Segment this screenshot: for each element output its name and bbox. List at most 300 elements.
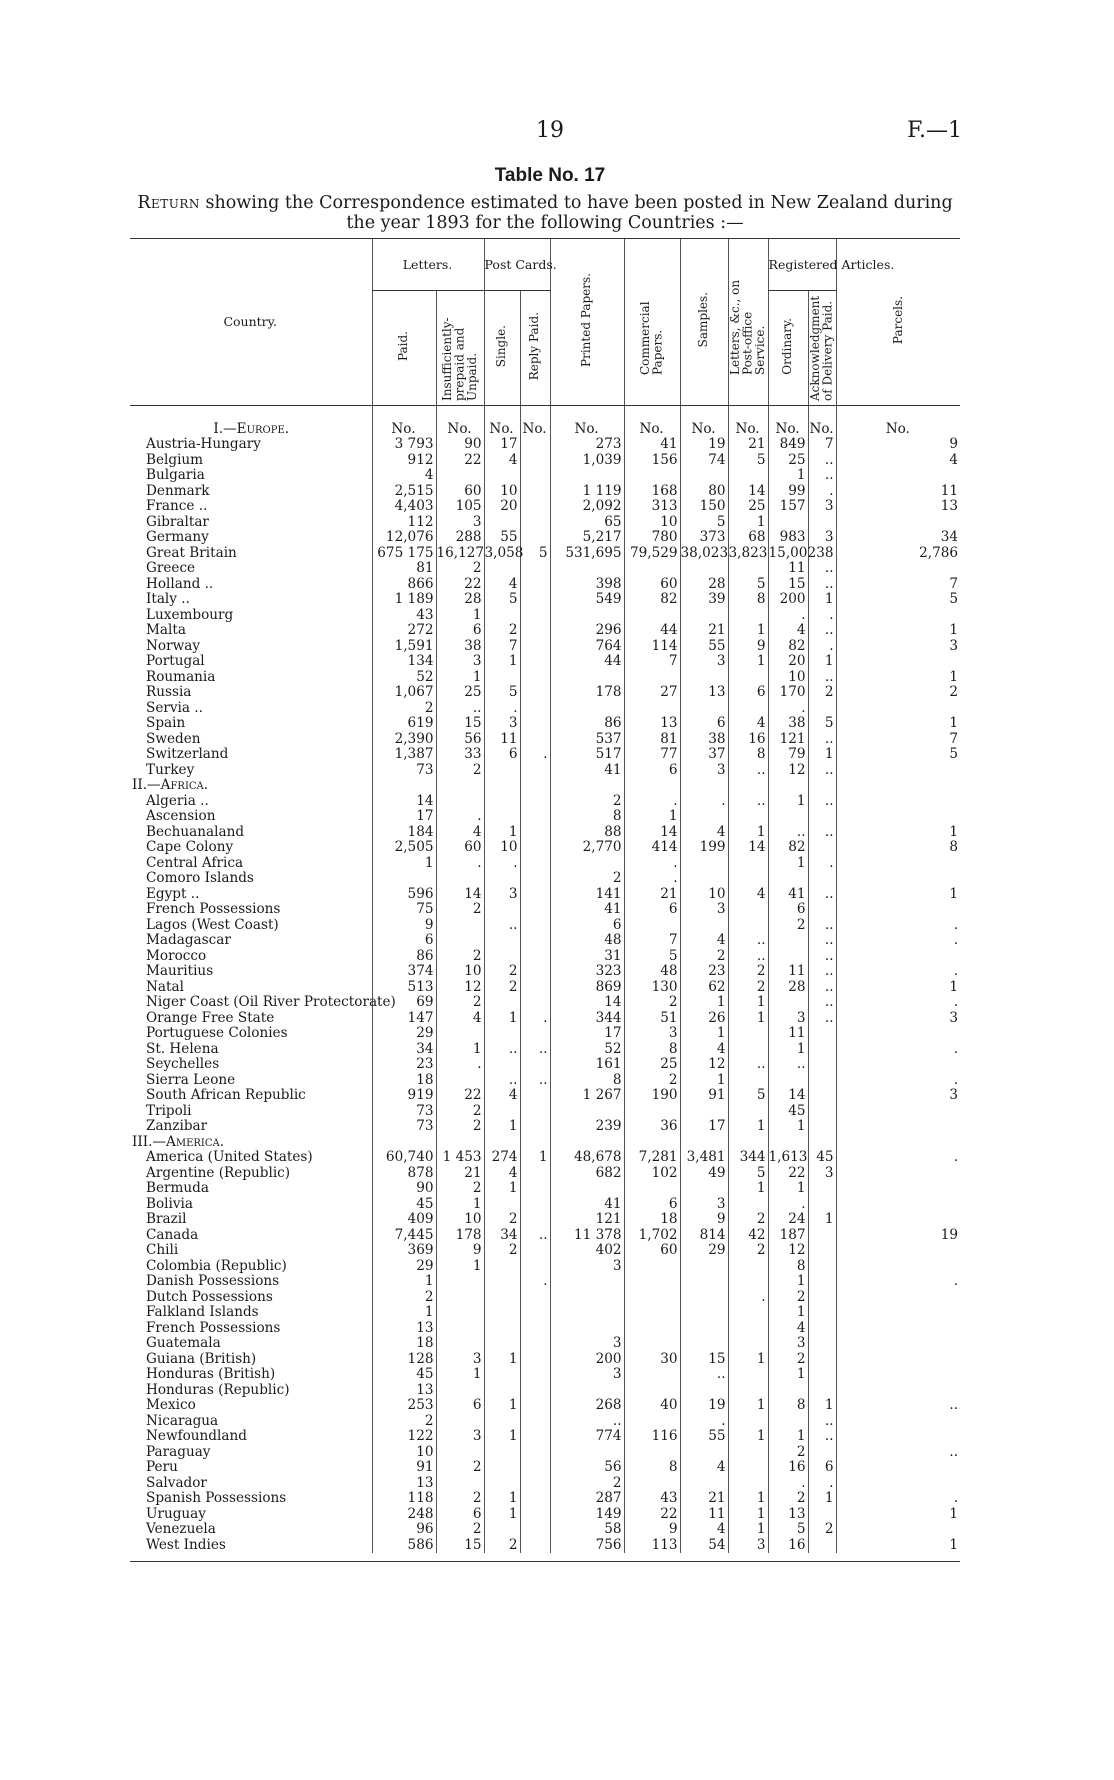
data-cell xyxy=(484,515,520,531)
country-name: Switzerland xyxy=(146,746,229,762)
empty-cell xyxy=(520,1135,550,1151)
empty-cell xyxy=(680,778,728,794)
data-cell xyxy=(520,530,550,546)
data-cell: 513 xyxy=(372,980,436,996)
country-name: Niger Coast (Oil River Protectorate) xyxy=(146,994,396,1010)
data-cell xyxy=(680,1476,728,1492)
data-cell xyxy=(520,592,550,608)
data-cell: . xyxy=(768,1476,808,1492)
data-cell xyxy=(808,1336,836,1352)
data-cell: 102 xyxy=(624,1166,680,1182)
data-cell: 531,695 xyxy=(550,546,624,562)
data-cell: 3,481 xyxy=(680,1150,728,1166)
table-row xyxy=(130,1414,960,1430)
data-cell: 45 xyxy=(768,1104,808,1120)
data-cell: 1 xyxy=(808,592,836,608)
table-row xyxy=(130,592,960,608)
data-cell: 3 xyxy=(484,716,520,732)
data-cell: 1,591 xyxy=(372,639,436,655)
data-cell: 1 xyxy=(484,825,520,841)
data-cell xyxy=(808,1026,836,1042)
data-cell: 199 xyxy=(680,840,728,856)
country-name: Spanish Possessions xyxy=(146,1490,287,1506)
data-cell: 82 xyxy=(624,592,680,608)
data-cell: 28 xyxy=(436,592,484,608)
table-row xyxy=(130,701,960,717)
data-cell xyxy=(520,1181,550,1197)
data-cell: 3 xyxy=(436,515,484,531)
data-cell xyxy=(680,1336,728,1352)
data-cell xyxy=(808,1104,836,1120)
data-cell: . xyxy=(808,484,836,500)
data-cell: 3 793 xyxy=(372,437,436,453)
col-label: Paid. xyxy=(396,330,411,362)
table-row xyxy=(130,794,960,810)
country-name: French Possessions xyxy=(146,901,281,917)
data-cell: 1,387 xyxy=(372,747,436,763)
table-row xyxy=(130,546,960,562)
data-cell xyxy=(728,1460,768,1476)
data-cell: 1 xyxy=(836,623,960,639)
data-cell: 22 xyxy=(436,453,484,469)
data-cell: 121 xyxy=(550,1212,624,1228)
data-cell: 1 xyxy=(680,1026,728,1042)
col-ordinary xyxy=(768,291,808,406)
data-cell: 122 xyxy=(372,1429,436,1445)
empty-cell xyxy=(768,778,808,794)
data-cell xyxy=(728,1026,768,1042)
data-cell: 373 xyxy=(680,530,728,546)
country-name: French Possessions xyxy=(146,1319,281,1336)
data-cell: 3 xyxy=(808,530,836,546)
data-cell xyxy=(808,1321,836,1337)
table-row xyxy=(130,856,960,872)
data-cell xyxy=(484,809,520,825)
data-cell xyxy=(768,1414,808,1430)
data-cell: 60,740 xyxy=(372,1150,436,1166)
table-row xyxy=(130,1383,960,1399)
data-cell: 38 xyxy=(808,546,836,562)
data-cell: 39 xyxy=(680,592,728,608)
data-cell xyxy=(436,1026,484,1042)
data-cell xyxy=(836,1212,960,1228)
table-row xyxy=(130,1336,960,1352)
data-cell xyxy=(728,1336,768,1352)
data-cell: 1 xyxy=(728,1398,768,1414)
data-cell: 79,529 xyxy=(624,546,680,562)
data-cell xyxy=(520,1212,550,1228)
data-cell: 52 xyxy=(550,1042,624,1058)
data-cell: 11 xyxy=(680,1507,728,1523)
data-cell xyxy=(520,670,550,686)
table-row xyxy=(130,1398,960,1414)
data-cell: 30 xyxy=(624,1352,680,1368)
data-cell: 24 xyxy=(768,1212,808,1228)
data-cell xyxy=(520,577,550,593)
data-cell: 14 xyxy=(624,825,680,841)
data-cell: 8 xyxy=(728,747,768,763)
data-cell: 86 xyxy=(372,949,436,965)
data-cell: 22 xyxy=(436,1088,484,1104)
data-cell: 272 xyxy=(372,623,436,639)
empty-cell xyxy=(624,1135,680,1151)
empty-cell xyxy=(520,778,550,794)
country-name: Natal xyxy=(146,978,184,995)
data-cell: .. xyxy=(808,794,836,810)
data-cell xyxy=(728,918,768,934)
country-name: America (United States) xyxy=(146,1149,313,1165)
table-row xyxy=(130,1057,960,1073)
data-cell: 2 xyxy=(484,964,520,980)
data-cell: .. xyxy=(808,980,836,996)
unit-label: No. xyxy=(808,405,836,437)
data-cell xyxy=(520,654,550,670)
data-cell xyxy=(728,1259,768,1275)
data-cell: 4 xyxy=(680,933,728,949)
table-row xyxy=(130,1026,960,1042)
data-cell: .. xyxy=(808,561,836,577)
data-cell: 2 xyxy=(768,1491,808,1507)
data-cell: 2 xyxy=(436,1491,484,1507)
data-cell: . xyxy=(436,1057,484,1073)
data-cell: 6 xyxy=(436,1507,484,1523)
data-cell xyxy=(808,1119,836,1135)
data-cell: 1 xyxy=(436,1197,484,1213)
data-cell: 15 xyxy=(436,716,484,732)
data-cell xyxy=(836,561,960,577)
data-cell xyxy=(836,1383,960,1399)
data-cell xyxy=(836,1429,960,1445)
data-cell: 1 xyxy=(728,1119,768,1135)
data-cell: 2 xyxy=(436,995,484,1011)
data-cell: 38 xyxy=(768,716,808,732)
section-title: III.—America. xyxy=(132,1133,225,1150)
data-cell: 268 xyxy=(550,1398,624,1414)
data-cell: .. xyxy=(550,1414,624,1430)
data-cell: 73 xyxy=(372,763,436,779)
data-cell: 14 xyxy=(550,995,624,1011)
data-cell: 3 xyxy=(436,1429,484,1445)
data-cell xyxy=(768,1383,808,1399)
data-cell xyxy=(808,1228,836,1244)
data-cell xyxy=(836,515,960,531)
data-cell: 25 xyxy=(768,453,808,469)
data-cell: 99 xyxy=(768,484,808,500)
table-row xyxy=(130,468,960,484)
empty-cell xyxy=(624,778,680,794)
data-cell: 1 xyxy=(728,1011,768,1027)
data-cell xyxy=(728,1305,768,1321)
country-name: Sierra Leone xyxy=(146,1071,236,1088)
data-cell: 38,023 xyxy=(680,544,729,561)
country-name: Comoro Islands xyxy=(146,870,254,886)
table-row xyxy=(130,1212,960,1228)
data-cell xyxy=(624,561,680,577)
data-cell: 161 xyxy=(550,1057,624,1073)
data-cell: . xyxy=(836,964,960,980)
data-cell xyxy=(520,1305,550,1321)
data-cell xyxy=(520,1460,550,1476)
data-cell: 38 xyxy=(436,639,484,655)
data-cell xyxy=(484,1026,520,1042)
data-cell: 22 xyxy=(624,1507,680,1523)
data-cell: 25 xyxy=(624,1057,680,1073)
data-cell: 13 xyxy=(372,1383,436,1399)
data-cell: 3 xyxy=(836,639,960,655)
table-row xyxy=(130,1088,960,1104)
table-row xyxy=(130,577,960,593)
data-cell xyxy=(728,468,768,484)
data-cell: .. xyxy=(520,1042,550,1058)
table-row xyxy=(130,484,960,500)
data-cell: 28 xyxy=(680,577,728,593)
data-cell: 10 xyxy=(436,1212,484,1228)
data-cell: .. xyxy=(808,825,836,841)
data-cell: 1 xyxy=(836,1507,960,1523)
table-row xyxy=(130,1321,960,1337)
data-cell: 23 xyxy=(680,964,728,980)
data-cell: 2 xyxy=(372,1414,436,1430)
data-cell: 2,786 xyxy=(836,546,960,562)
col-label: Printed Papers. xyxy=(579,273,594,367)
data-cell: 55 xyxy=(680,1429,728,1445)
data-cell: 253 xyxy=(372,1398,436,1414)
data-cell: . xyxy=(836,918,960,934)
data-cell: 11 378 xyxy=(550,1228,624,1244)
data-cell: 26 xyxy=(680,1011,728,1027)
data-cell: 586 xyxy=(372,1538,436,1554)
data-cell xyxy=(836,1476,960,1492)
data-cell: 2,505 xyxy=(372,840,436,856)
data-cell xyxy=(680,608,728,624)
data-cell: 8 xyxy=(768,1398,808,1414)
data-cell: 12 xyxy=(768,763,808,779)
country-name: Bolivia xyxy=(146,1195,194,1212)
col-label: Ordinary. xyxy=(780,317,795,375)
data-cell: 4 xyxy=(484,577,520,593)
data-cell: 44 xyxy=(550,654,624,670)
data-cell xyxy=(624,701,680,717)
data-cell: 3 xyxy=(728,1538,768,1554)
data-cell: 15 xyxy=(680,1352,728,1368)
country-name: Venezuela xyxy=(146,1521,216,1537)
col-official-letters xyxy=(728,239,768,406)
country-name: Norway xyxy=(146,637,200,654)
data-cell xyxy=(550,561,624,577)
data-cell: 2 xyxy=(484,1212,520,1228)
data-cell xyxy=(520,1522,550,1538)
country-name: Zanzibar xyxy=(146,1118,208,1134)
data-cell: 7,445 xyxy=(372,1228,436,1244)
table-row xyxy=(130,1522,960,1538)
data-cell: 29 xyxy=(680,1243,728,1259)
data-cell: 12 xyxy=(680,1057,728,1073)
data-cell xyxy=(520,1491,550,1507)
table-row xyxy=(130,1445,960,1461)
data-cell: 1 xyxy=(836,887,960,903)
data-cell: 12 xyxy=(768,1243,808,1259)
data-cell: 296 xyxy=(550,623,624,639)
country-name: Dutch Possessions xyxy=(146,1288,273,1305)
table-row xyxy=(130,964,960,980)
data-cell: 14 xyxy=(728,484,768,500)
data-cell: 10 xyxy=(680,887,728,903)
data-cell: 90 xyxy=(372,1181,436,1197)
data-cell xyxy=(436,1476,484,1492)
data-cell: 3 xyxy=(836,1088,960,1104)
data-cell xyxy=(520,1383,550,1399)
data-cell: .. xyxy=(808,577,836,593)
col-samples xyxy=(680,239,728,406)
data-cell: 1 xyxy=(836,716,960,732)
data-cell: 1 xyxy=(728,1491,768,1507)
data-cell: 81 xyxy=(624,732,680,748)
data-cell: 23 xyxy=(372,1057,436,1073)
country-name: Algeria .. xyxy=(146,792,209,809)
data-cell: 2 xyxy=(768,1290,808,1306)
data-cell: . xyxy=(836,933,960,949)
section-title: II.—Africa. xyxy=(132,777,209,793)
data-cell: 55 xyxy=(484,530,520,546)
country-header: Country. xyxy=(130,239,372,406)
data-cell: 7 xyxy=(836,732,960,748)
data-cell: . xyxy=(436,856,484,872)
data-cell xyxy=(520,1367,550,1383)
data-cell xyxy=(836,949,960,965)
data-cell: 596 xyxy=(372,887,436,903)
data-cell xyxy=(680,1445,728,1461)
data-cell xyxy=(808,1088,836,1104)
data-cell: 4 xyxy=(436,825,484,841)
data-cell: 86 xyxy=(550,716,624,732)
data-cell: 34 xyxy=(836,530,960,546)
data-cell xyxy=(836,608,960,624)
data-cell: 128 xyxy=(372,1352,436,1368)
data-cell: 1 xyxy=(836,670,960,686)
data-cell xyxy=(808,809,836,825)
data-cell: .. xyxy=(808,623,836,639)
data-cell: 25 xyxy=(728,499,768,515)
data-cell xyxy=(836,856,960,872)
data-cell: 1 xyxy=(808,747,836,763)
post-cards-group-header: Post Cards. xyxy=(484,239,550,291)
data-cell: 14 xyxy=(436,887,484,903)
data-cell xyxy=(520,763,550,779)
data-cell xyxy=(728,701,768,717)
data-cell: 1 xyxy=(728,1429,768,1445)
data-cell: 2 xyxy=(484,1538,520,1554)
table-row xyxy=(130,933,960,949)
data-cell: 1 xyxy=(728,825,768,841)
data-cell: 13 xyxy=(372,1476,436,1492)
data-cell xyxy=(484,1305,520,1321)
data-cell xyxy=(520,1290,550,1306)
data-cell: 2 xyxy=(372,1290,436,1306)
data-cell: 1 xyxy=(768,1429,808,1445)
table-row xyxy=(130,980,960,996)
country-name: Chili xyxy=(146,1242,179,1258)
data-cell: 134 xyxy=(372,654,436,670)
data-cell: 4 xyxy=(680,1460,728,1476)
data-cell: .. xyxy=(808,453,836,469)
data-cell: 1,702 xyxy=(624,1228,680,1244)
data-cell: 1 xyxy=(436,1042,484,1058)
table-row xyxy=(130,902,960,918)
data-cell: 13 xyxy=(768,1507,808,1523)
data-cell: .. xyxy=(808,732,836,748)
data-cell: 537 xyxy=(550,732,624,748)
data-cell: 13 xyxy=(372,1321,436,1337)
data-cell: 19 xyxy=(680,437,728,453)
data-cell xyxy=(520,1429,550,1445)
page-reference: F.—1 xyxy=(907,118,962,143)
data-cell: 1 xyxy=(484,1181,520,1197)
data-cell xyxy=(836,1181,960,1197)
data-cell xyxy=(520,871,550,887)
data-cell: . xyxy=(624,794,680,810)
col-label: Single. xyxy=(494,324,509,368)
data-cell: 5 xyxy=(728,577,768,593)
empty-cell xyxy=(372,778,436,794)
data-cell: 1 xyxy=(768,468,808,484)
data-cell: 68 xyxy=(728,530,768,546)
data-cell xyxy=(624,1367,680,1383)
data-cell: 4 xyxy=(436,1011,484,1027)
country-name: Servia .. xyxy=(146,699,203,716)
data-cell xyxy=(520,1398,550,1414)
unit-label: No. xyxy=(436,405,484,437)
data-cell: 2 xyxy=(624,1073,680,1089)
data-cell xyxy=(808,1181,836,1197)
data-cell: 48 xyxy=(550,933,624,949)
data-cell: . xyxy=(808,608,836,624)
table-row xyxy=(130,716,960,732)
data-cell xyxy=(520,1104,550,1120)
data-cell xyxy=(520,840,550,856)
country-name: Sweden xyxy=(146,730,201,747)
data-cell: 2 xyxy=(436,1181,484,1197)
table-row xyxy=(130,1290,960,1306)
country-name: Greece xyxy=(146,560,196,576)
data-cell: 5 xyxy=(836,747,960,763)
data-cell: .. xyxy=(728,933,768,949)
empty-cell xyxy=(728,1135,768,1151)
data-cell: .. xyxy=(484,918,520,934)
data-cell: 168 xyxy=(624,484,680,500)
data-cell xyxy=(520,639,550,655)
data-cell xyxy=(808,1445,836,1461)
data-cell xyxy=(728,561,768,577)
data-cell xyxy=(484,933,520,949)
country-name: Seychelles xyxy=(146,1056,220,1072)
data-cell xyxy=(808,840,836,856)
data-cell xyxy=(520,608,550,624)
col-label: Acknowledgment of Delivery Paid. xyxy=(808,295,835,401)
data-cell xyxy=(680,1290,728,1306)
data-cell: 1 xyxy=(768,1305,808,1321)
data-cell xyxy=(836,1197,960,1213)
table-row xyxy=(130,1274,960,1290)
table-row xyxy=(130,918,960,934)
data-cell: 60 xyxy=(624,1243,680,1259)
data-cell xyxy=(550,856,624,872)
data-cell: 6 xyxy=(728,685,768,701)
data-cell: 1,067 xyxy=(372,685,436,701)
correspondence-table xyxy=(130,238,960,1553)
country-name: Russia xyxy=(146,684,192,700)
country-name: Bechuanaland xyxy=(146,823,245,840)
data-cell: 41 xyxy=(624,437,680,453)
